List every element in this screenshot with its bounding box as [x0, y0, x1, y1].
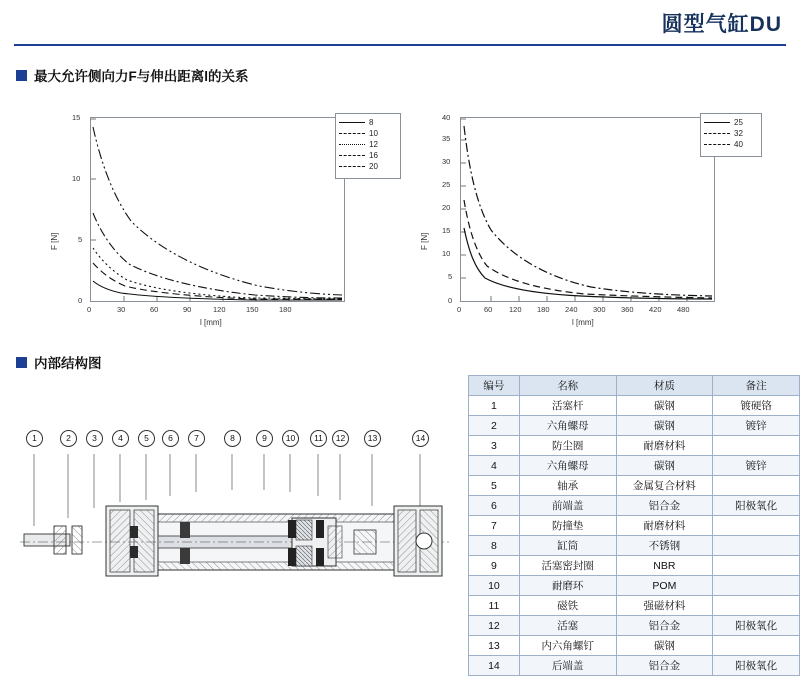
chart2-ytick-35: 35 [442, 134, 451, 143]
chart1-xtick-30: 30 [117, 305, 126, 314]
cell-remark [713, 596, 800, 616]
cell-name: 磁铁 [519, 596, 616, 616]
cell-material: 金属复合材料 [616, 476, 713, 496]
cell-material: 耐磨材料 [616, 516, 713, 536]
page-header [0, 0, 800, 46]
table-row [469, 436, 800, 456]
balloon-4: 4 [112, 430, 129, 447]
chart1-x-axis-label: l [mm] [200, 318, 222, 327]
cell-remark [713, 576, 800, 596]
legend-line-dashed-icon [339, 133, 365, 134]
balloon-8: 8 [224, 430, 241, 447]
legend-line-dashdot-icon [339, 155, 365, 156]
cell-no: 1 [469, 396, 520, 416]
bullet-square-icon [16, 70, 27, 81]
chart2-ytick-10: 10 [442, 249, 451, 258]
chart1-plot-area [90, 117, 345, 302]
cell-name: 六角螺母 [519, 456, 616, 476]
section-heading-text: 最大允许侧向力F与伸出距离l的关系 [34, 69, 249, 84]
chart1-xtick-180: 180 [279, 305, 292, 314]
cell-no: 5 [469, 476, 520, 496]
cell-name: 活塞 [519, 616, 616, 636]
chart1-legend [335, 113, 401, 179]
chart2-xtick-60: 60 [484, 305, 493, 314]
table-row [469, 596, 800, 616]
chart1-xtick-0: 0 [87, 305, 92, 314]
cell-material: 碳钢 [616, 416, 713, 436]
chart1-legend-item-8: 8 [339, 117, 395, 128]
table-row [469, 576, 800, 596]
table-row [469, 556, 800, 576]
cell-no: 4 [469, 456, 520, 476]
table-row [469, 456, 800, 476]
cell-material: 铝合金 [616, 656, 713, 676]
chart-panel-large-bores [410, 105, 760, 340]
chart2-xtick-480: 480 [677, 305, 690, 314]
cell-name: 耐磨环 [519, 576, 616, 596]
cell-remark: 阳极氧化 [713, 496, 800, 516]
chart2-xtick-180: 180 [537, 305, 550, 314]
cell-material: 铝合金 [616, 616, 713, 636]
chart2-ytick-30: 30 [442, 157, 451, 166]
cell-remark [713, 476, 800, 496]
cell-material: 碳钢 [616, 396, 713, 416]
table-row [469, 656, 800, 676]
chart2-xtick-0: 0 [457, 305, 462, 314]
balloon-10: 10 [282, 430, 299, 447]
cutaway-svg [10, 430, 460, 600]
legend-line-dotted-icon [339, 144, 365, 145]
cell-remark: 镀锌 [713, 416, 800, 436]
cell-name: 防尘圈 [519, 436, 616, 456]
legend-line-dashdotdot-icon [339, 166, 365, 167]
section-heading-structure [16, 352, 102, 372]
chart2-xtick-420: 420 [649, 305, 662, 314]
balloon-1: 1 [26, 430, 43, 447]
cell-material: NBR [616, 556, 713, 576]
chart1-legend-item-12: 12 [339, 139, 395, 150]
cell-name: 活塞杆 [519, 396, 616, 416]
cell-material: POM [616, 576, 713, 596]
table-row [469, 616, 800, 636]
table-header-row [469, 376, 800, 396]
section-heading-force-distance [16, 65, 249, 85]
chart2-ytick-5: 5 [448, 272, 453, 281]
cell-name: 活塞密封圈 [519, 556, 616, 576]
cell-remark [713, 436, 800, 456]
legend-line-dashed-icon [704, 133, 730, 134]
bullet-square-icon [16, 357, 27, 368]
cell-no: 12 [469, 616, 520, 636]
cell-name: 内六角螺钉 [519, 636, 616, 656]
cell-no: 10 [469, 576, 520, 596]
cell-name: 缸筒 [519, 536, 616, 556]
chart1-ytick-15: 15 [72, 113, 81, 122]
column-header-remark: 备注 [713, 376, 800, 396]
chart2-legend-item-40: 40 [704, 139, 756, 150]
chart2-legend [700, 113, 762, 157]
section-heading-text: 内部结构图 [34, 356, 102, 371]
cell-remark: 镀硬铬 [713, 396, 800, 416]
cell-no: 2 [469, 416, 520, 436]
chart-panel-small-bores [40, 105, 378, 340]
page-title: 圆型气缸DU [661, 13, 782, 36]
chart1-curves [91, 118, 344, 301]
cell-material: 碳钢 [616, 636, 713, 656]
cell-remark [713, 556, 800, 576]
chart2-plot-area [460, 117, 715, 302]
chart1-ytick-10: 10 [72, 174, 81, 183]
balloon-9: 9 [256, 430, 273, 447]
chart1-ytick-0: 0 [78, 296, 83, 305]
cell-remark [713, 636, 800, 656]
chart2-legend-item-25: 25 [704, 117, 756, 128]
cell-material: 不锈钢 [616, 536, 713, 556]
balloon-3: 3 [86, 430, 103, 447]
cell-no: 6 [469, 496, 520, 516]
chart2-ytick-25: 25 [442, 180, 451, 189]
balloon-2: 2 [60, 430, 77, 447]
chart1-xtick-90: 90 [183, 305, 192, 314]
cell-material: 耐磨材料 [616, 436, 713, 456]
cell-remark: 镀锌 [713, 456, 800, 476]
column-header-name: 名称 [519, 376, 616, 396]
table-row [469, 636, 800, 656]
balloon-14: 14 [412, 430, 429, 447]
chart2-ytick-15: 15 [442, 226, 451, 235]
cell-no: 14 [469, 656, 520, 676]
table-row [469, 416, 800, 436]
balloon-13: 13 [364, 430, 381, 447]
chart2-ytick-20: 20 [442, 203, 451, 212]
table-row [469, 476, 800, 496]
cell-no: 7 [469, 516, 520, 536]
cell-remark [713, 536, 800, 556]
table-row [469, 516, 800, 536]
balloon-7: 7 [188, 430, 205, 447]
chart2-y-axis-label: F [N] [420, 232, 429, 250]
chart1-xtick-150: 150 [246, 305, 259, 314]
cell-no: 13 [469, 636, 520, 656]
chart2-x-axis-label: l [mm] [572, 318, 594, 327]
chart2-ytick-0: 0 [448, 296, 453, 305]
chart2-xtick-300: 300 [593, 305, 606, 314]
chart1-xtick-120: 120 [213, 305, 226, 314]
cell-no: 3 [469, 436, 520, 456]
cell-no: 9 [469, 556, 520, 576]
cell-name: 后端盖 [519, 656, 616, 676]
chart1-legend-item-20: 20 [339, 161, 395, 172]
chart2-xtick-240: 240 [565, 305, 578, 314]
table-row [469, 496, 800, 516]
balloon-6: 6 [162, 430, 179, 447]
legend-line-solid-icon [704, 122, 730, 123]
cell-no: 8 [469, 536, 520, 556]
chart1-legend-item-10: 10 [339, 128, 395, 139]
column-header-material: 材质 [616, 376, 713, 396]
cell-no: 11 [469, 596, 520, 616]
cylinder-cutaway-drawing [10, 430, 460, 600]
balloon-11: 11 [310, 430, 327, 447]
cell-remark: 阳极氧化 [713, 616, 800, 636]
chart1-legend-item-16: 16 [339, 150, 395, 161]
cell-name: 防撞垫 [519, 516, 616, 536]
chart2-xtick-360: 360 [621, 305, 634, 314]
table-row [469, 536, 800, 556]
chart1-xtick-60: 60 [150, 305, 159, 314]
chart2-ytick-40: 40 [442, 113, 451, 122]
parts-table [468, 375, 800, 676]
cell-name: 轴承 [519, 476, 616, 496]
chart1-y-axis-label: F [N] [50, 232, 59, 250]
chart1-ytick-5: 5 [78, 235, 83, 244]
cell-material: 碳钢 [616, 456, 713, 476]
chart2-xtick-120: 120 [509, 305, 522, 314]
balloon-12: 12 [332, 430, 349, 447]
table-row [469, 396, 800, 416]
column-header-no: 编号 [469, 376, 520, 396]
cell-name: 前端盖 [519, 496, 616, 516]
cell-name: 六角螺母 [519, 416, 616, 436]
cell-remark: 阳极氧化 [713, 656, 800, 676]
chart2-legend-item-32: 32 [704, 128, 756, 139]
header-divider [14, 44, 786, 46]
cell-material: 铝合金 [616, 496, 713, 516]
chart2-curves [461, 118, 714, 301]
legend-line-dashdot-icon [704, 144, 730, 145]
legend-line-solid-icon [339, 122, 365, 123]
cell-material: 强磁材料 [616, 596, 713, 616]
balloon-5: 5 [138, 430, 155, 447]
cell-remark [713, 516, 800, 536]
